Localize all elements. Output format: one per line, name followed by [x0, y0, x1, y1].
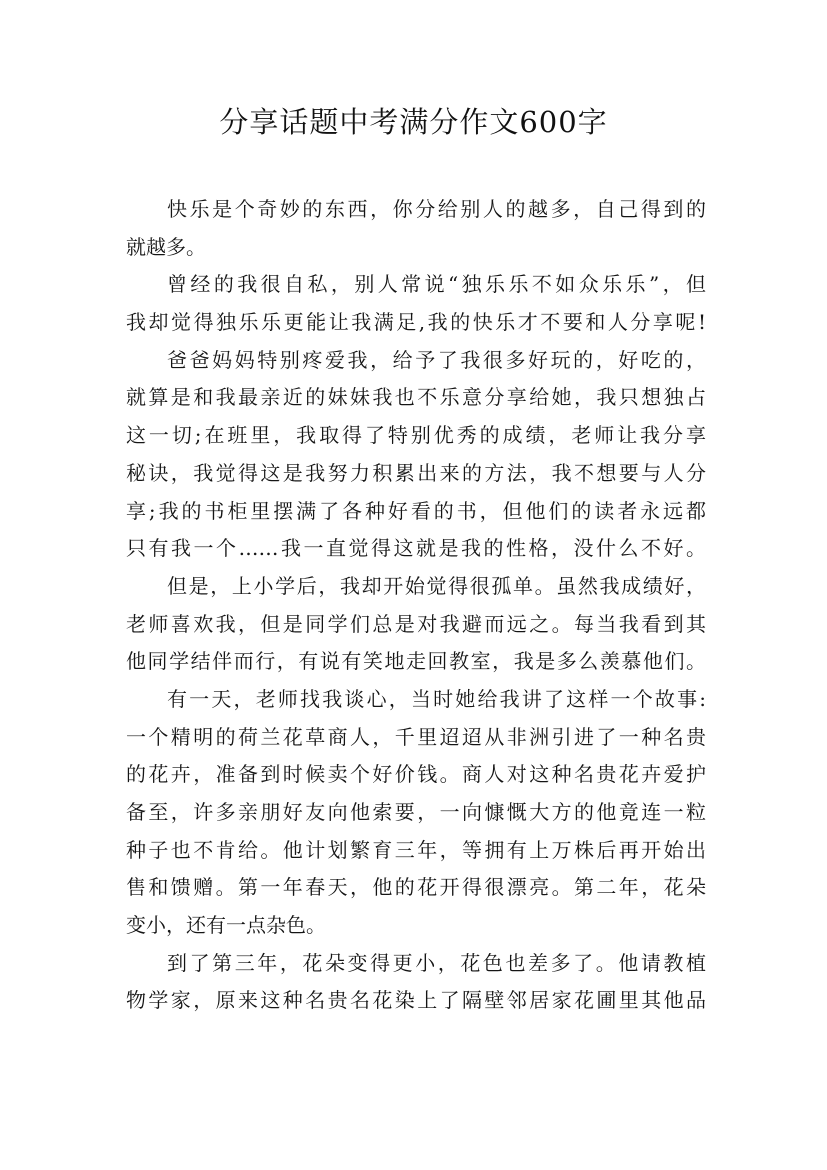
- text-line: 一个精明的荷兰花草商人，千里迢迢从非洲引进了一种名贵: [126, 724, 706, 749]
- text-line: 种子也不肯给。他计划繁育三年，等拥有上万株后再开始出: [126, 837, 706, 862]
- text-line: 老师喜欢我，但是同学们总是对我避而远之。每当我看到其: [126, 611, 706, 636]
- text-line: 售和馈赠。第一年春天，他的花开得很漂亮。第二年，花朵: [126, 875, 706, 900]
- text-line: 我却觉得独乐乐更能让我满足,我的快乐才不要和人分享呢!: [126, 310, 706, 335]
- text-line: 变小，还有一点杂色。: [126, 913, 326, 938]
- text-line: 物学家，原来这种名贵名花染上了隔壁邻居家花圃里其他品: [126, 988, 706, 1013]
- document-body: [126, 191, 706, 1020]
- text-line: 只有我一个……我一直觉得这就是我的性格，没什么不好。: [126, 536, 706, 561]
- text-line: 他同学结伴而行，有说有笑地走回教室，我是多么羡慕他们。: [126, 649, 706, 674]
- text-line: 这一切;在班里，我取得了特别优秀的成绩，老师让我分享: [126, 423, 706, 448]
- text-line: 秘诀，我觉得这是我努力积累出来的方法，我不想要与人分: [126, 460, 706, 485]
- text-line: 到了第三年，花朵变得更小，花色也差多了。他请教植: [167, 950, 706, 975]
- text-line: 但是，上小学后，我却开始觉得很孤单。虽然我成绩好，: [167, 573, 706, 598]
- text-line: 就算是和我最亲近的妹妹我也不乐意分享给她，我只想独占: [126, 385, 706, 410]
- text-line: 就越多。: [126, 234, 206, 259]
- text-line: 的花卉，准备到时候卖个好价钱。商人对这种名贵花卉爱护: [126, 762, 706, 787]
- text-line: 备至，许多亲朋好友向他索要，一向慷慨大方的他竟连一粒: [126, 800, 706, 824]
- text-line: 享;我的书柜里摆满了各种好看的书，但他们的读者永远都: [126, 498, 706, 523]
- text-line: 爸爸妈妈特别疼爱我，给予了我很多好玩的，好吃的，: [167, 347, 706, 372]
- text-line: 有一天，老师找我谈心，当时她给我讲了这样一个故事:: [167, 686, 706, 711]
- text-line: 快乐是个奇妙的东西，你分给别人的越多，自己得到的: [167, 197, 706, 221]
- document-title: 分享话题中考满分作文600字: [219, 105, 608, 139]
- text-line: 曾经的我很自私，别人常说“独乐乐不如众乐乐”，但: [167, 272, 706, 297]
